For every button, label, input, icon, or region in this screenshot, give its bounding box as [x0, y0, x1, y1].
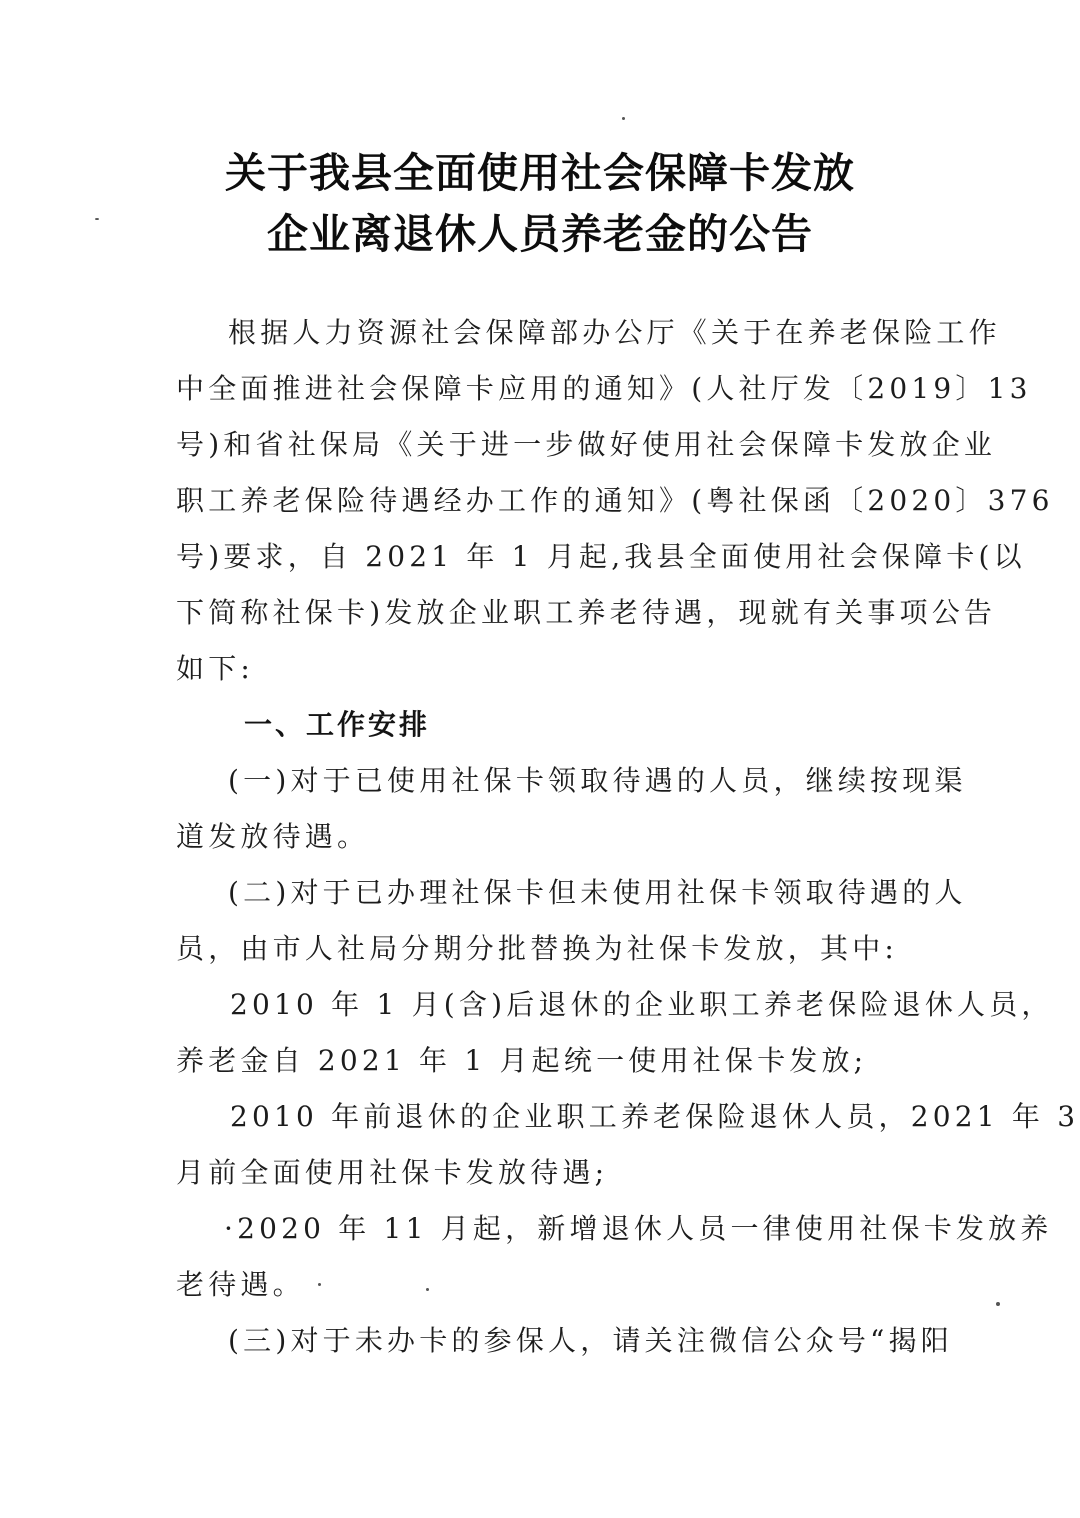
scan-speck	[622, 117, 625, 120]
scan-speck	[996, 1302, 1000, 1306]
paragraph-1-line-1: 根据人力资源社会保障部办公厅《关于在养老保险工作	[228, 316, 1001, 349]
item-2-sub-b-line-1: 2010 年前退休的企业职工养老保险退休人员，2021 年 3	[230, 1100, 1080, 1133]
scan-speck	[95, 218, 99, 220]
scan-speck	[426, 1288, 429, 1291]
item-1-line-2: 道发放待遇。	[176, 820, 370, 853]
item-2-sub-b-line-2: 月前全面使用社保卡发放待遇;	[176, 1156, 609, 1189]
scan-speck	[318, 1283, 321, 1286]
item-1-line-1: (一)对于已使用社保卡领取待遇的人员，继续按现渠	[228, 764, 967, 797]
paragraph-1-line-3: 号)和省社保局《关于进一步做好使用社会保障卡发放企业	[176, 428, 997, 461]
item-3-line-1: (三)对于未办卡的参保人，请关注微信公众号“揭阳	[228, 1324, 953, 1357]
item-2-line-1: (二)对于已办理社保卡但未使用社保卡领取待遇的人	[228, 876, 967, 909]
item-2-sub-a-line-1: 2010 年 1 月(含)后退休的企业职工养老保险退休人员，	[230, 988, 1054, 1021]
document-title-line-2: 企业离退休人员养老金的公告	[267, 210, 813, 258]
paragraph-1-line-5: 号)要求，自 2021 年 1 月起,我县全面使用社会保障卡(以	[176, 540, 1026, 573]
item-2-line-2: 员，由市人社局分期分批替换为社保卡发放，其中:	[176, 932, 899, 965]
item-2-sub-c-line-1: ·2020 年 11 月起，新增退休人员一律使用社保卡发放养	[224, 1212, 1053, 1245]
document-title-line-1: 关于我县全面使用社会保障卡发放	[225, 149, 855, 197]
item-2-sub-a-line-2: 养老金自 2021 年 1 月起统一使用社保卡发放;	[176, 1044, 868, 1077]
paragraph-1-line-6: 下简称社保卡)发放企业职工养老待遇，现就有关事项公告	[176, 596, 997, 629]
paragraph-1-line-2: 中全面推进社会保障卡应用的通知》(人社厅发〔2019〕13	[176, 372, 1032, 405]
item-2-sub-c-line-2: 老待遇。	[176, 1268, 305, 1301]
paragraph-1-line-7: 如下:	[176, 652, 255, 685]
paragraph-1-line-4: 职工养老保险待遇经办工作的通知》(粤社保函〔2020〕376	[176, 484, 1054, 517]
section-1-heading: 一、工作安排	[244, 708, 431, 741]
